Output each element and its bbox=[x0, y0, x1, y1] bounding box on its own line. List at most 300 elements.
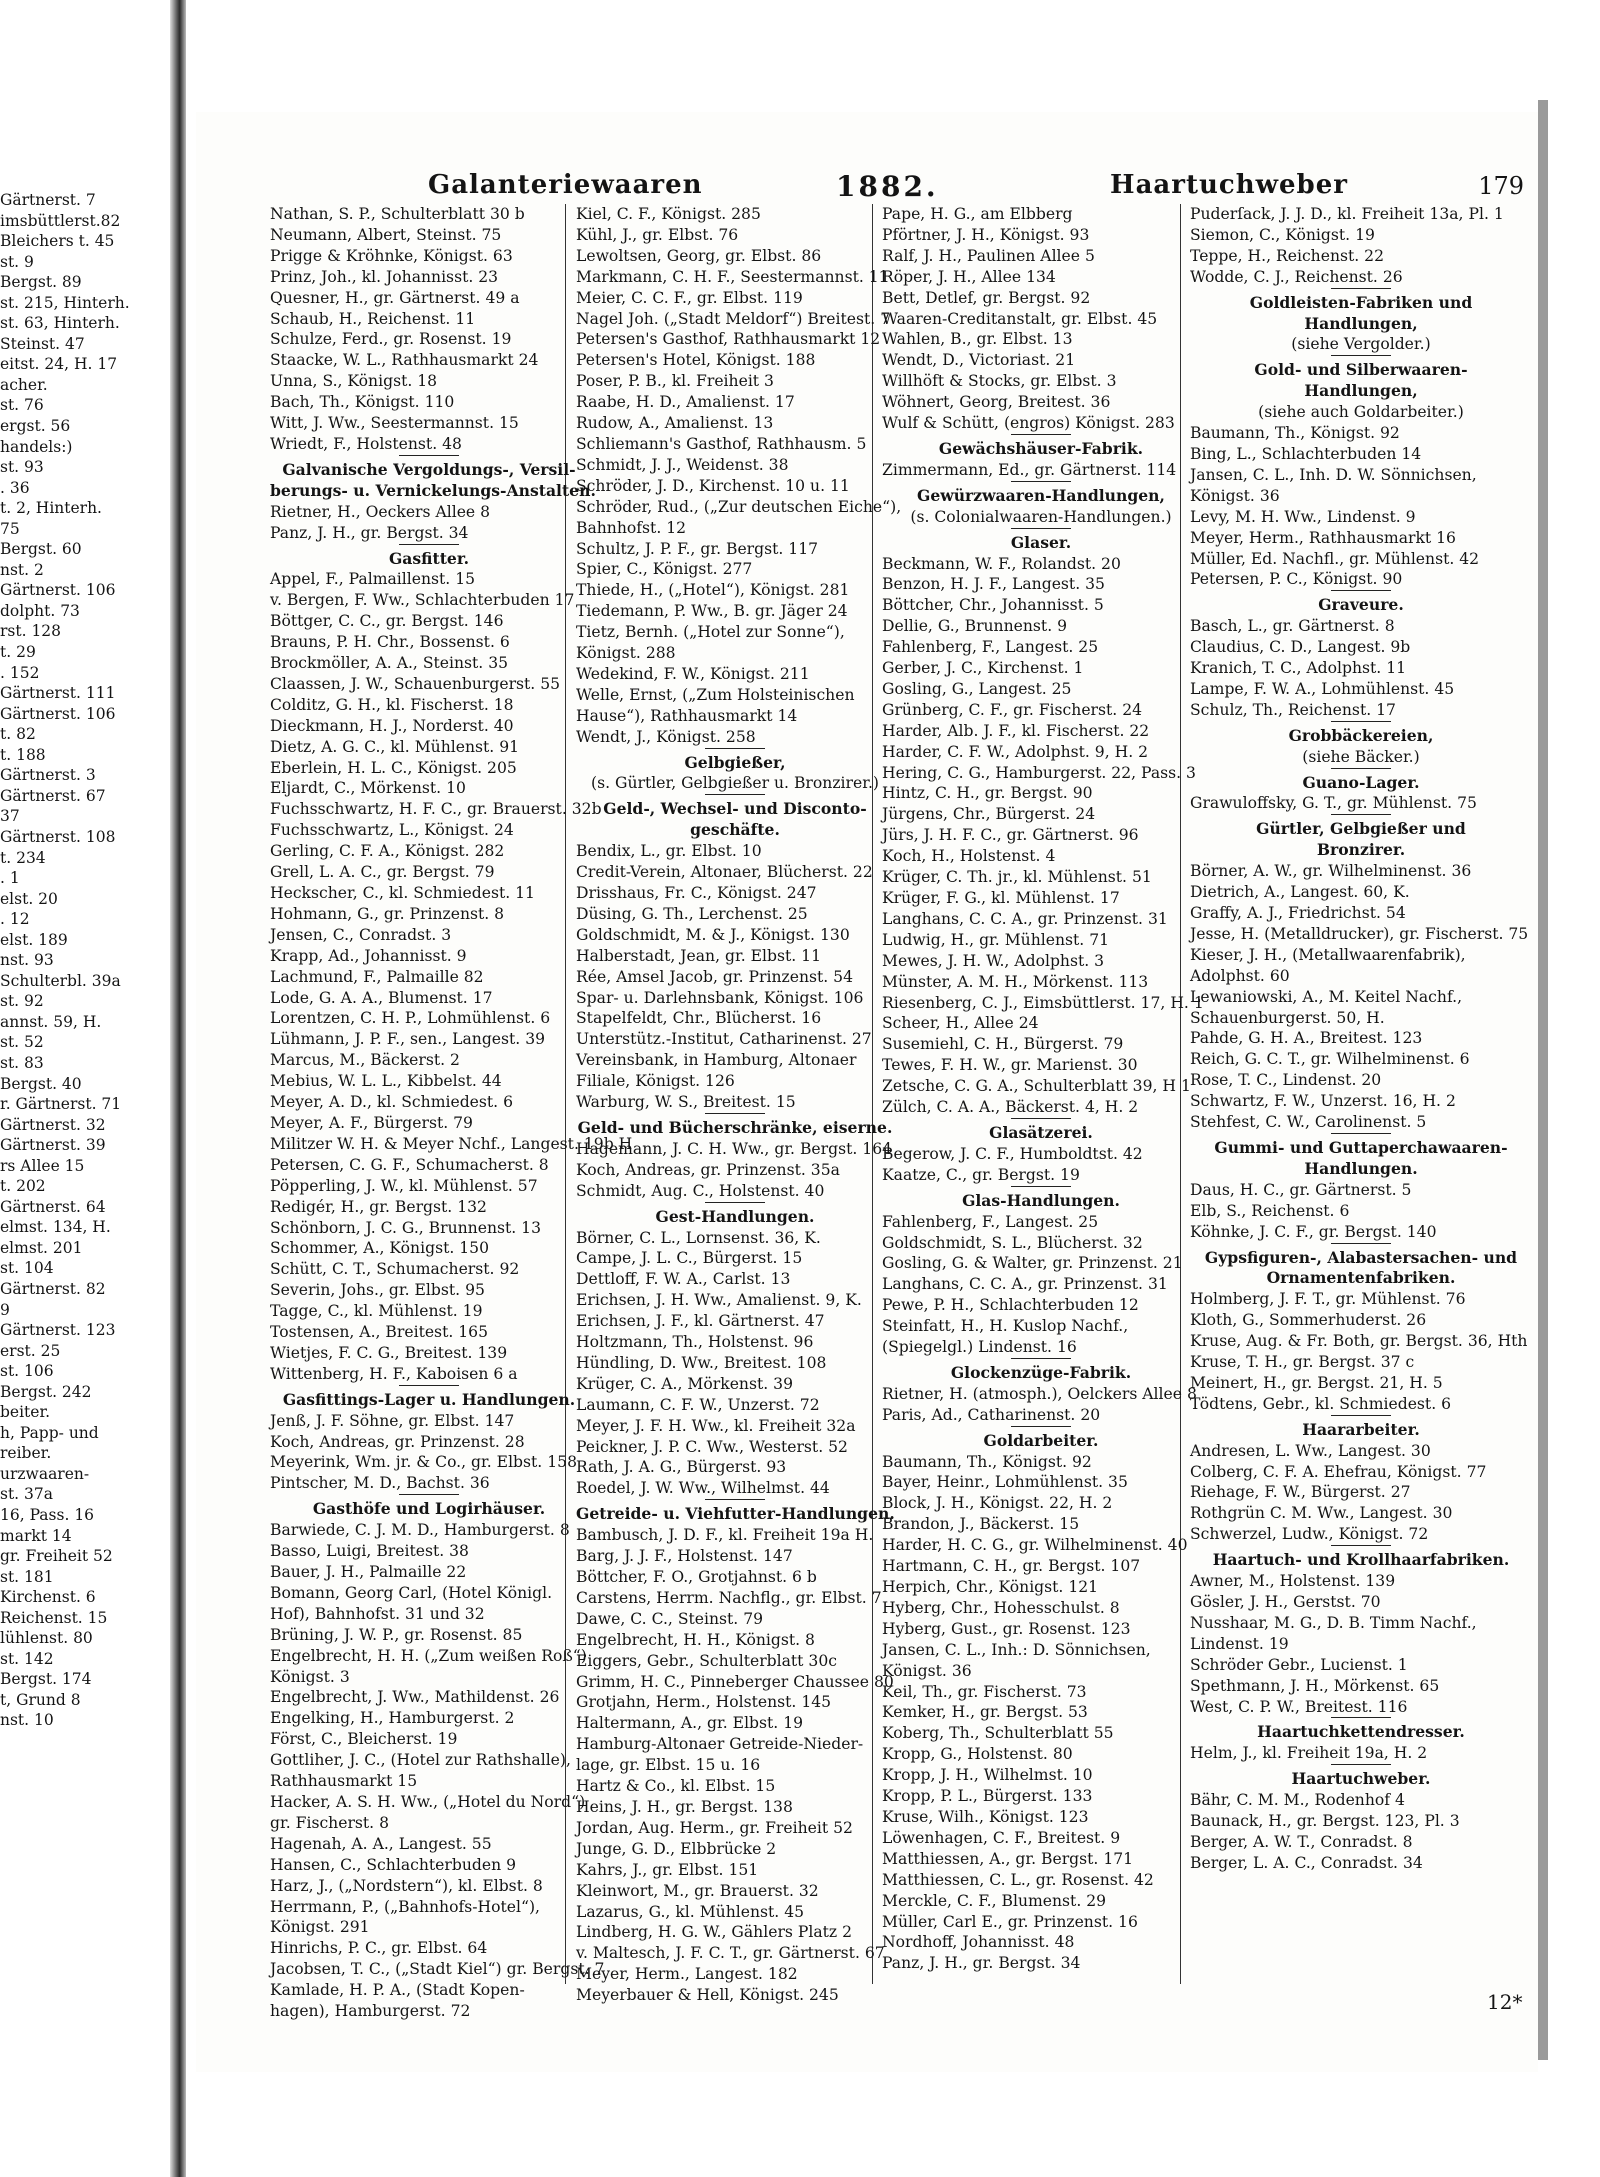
facing-page-line: Bergst. 242 bbox=[0, 1382, 92, 1401]
directory-entry: Appel, F., Palmaillenst. 15 bbox=[270, 570, 476, 589]
facing-page-line: t. 234 bbox=[0, 848, 46, 867]
directory-entry: Nordhoff, Johannisst. 48 bbox=[882, 1933, 1075, 1952]
directory-entry: Schaub, H., Reichenst. 11 bbox=[270, 309, 476, 328]
facing-page-line: Bergst. 89 bbox=[0, 273, 82, 292]
directory-entry: Bendix, L., gr. Elbst. 10 bbox=[576, 842, 762, 861]
directory-entry: Wendt, D., Victoriast. 21 bbox=[882, 351, 1076, 370]
section-heading bbox=[270, 1494, 588, 1520]
directory-entry: Königst. 36 bbox=[1190, 486, 1280, 505]
directory-entry: Harder, C. F. W., Adolphst. 9, H. 2 bbox=[882, 742, 1149, 761]
directory-entry: Tiedemann, P. Ww., B. gr. Jäger 24 bbox=[576, 602, 848, 621]
directory-entry: Unna, S., Königst. 18 bbox=[270, 372, 438, 391]
section-heading-line: Bronzirer. bbox=[1316, 840, 1406, 860]
directory-entry: Gerling, C. F. A., Königst. 282 bbox=[270, 842, 505, 861]
directory-entry: Peickner, J. P. C. Ww., Westerst. 52 bbox=[576, 1437, 848, 1456]
directory-entry: hagen), Hamburgerst. 72 bbox=[270, 2002, 471, 2021]
directory-entry: Dellie, G., Brunnenst. 9 bbox=[882, 617, 1068, 636]
directory-entry: (Spiegelgl.) Lindenst. 16 bbox=[882, 1338, 1077, 1357]
directory-entry: Rothgrün C. M. Ww., Langest. 30 bbox=[1190, 1504, 1453, 1523]
directory-section bbox=[1190, 1243, 1532, 1415]
directory-entry: Hinrichs, P. C., gr. Elbst. 64 bbox=[270, 1939, 488, 1958]
page-number: 179 bbox=[1478, 172, 1524, 200]
directory-entry: Matthiessen, C. L., gr. Rosenst. 42 bbox=[882, 1870, 1154, 1889]
directory-entry: Jürs, J. H. F. C., gr. Gärtnerst. 96 bbox=[882, 826, 1139, 845]
section-heading-line: Haartuchweber. bbox=[1291, 1769, 1431, 1789]
directory-entry: Heins, J. H., gr. Bergst. 138 bbox=[576, 1797, 793, 1816]
directory-entry: Pförtner, J. H., Königst. 93 bbox=[882, 225, 1090, 244]
directory-entry: Kaatze, C., gr. Bergst. 19 bbox=[882, 1165, 1080, 1184]
directory-entry: Eljardt, C., Mörkenst. 10 bbox=[270, 779, 466, 798]
directory-entry: Baunack, H., gr. Bergst. 123, Pl. 3 bbox=[1190, 1812, 1460, 1831]
section-heading bbox=[270, 455, 596, 502]
facing-page-line: st. 93 bbox=[0, 458, 44, 477]
section-heading bbox=[882, 1358, 1200, 1384]
facing-page-line: st. 181 bbox=[0, 1567, 54, 1586]
directory-entry: Block, J. H., Königst. 22, H. 2 bbox=[882, 1494, 1113, 1513]
directory-entry: Quesner, H., gr. Gärtnerst. 49 a bbox=[270, 288, 520, 307]
directory-entry: Kranich, T. C., Adolphst. 11 bbox=[1190, 659, 1407, 678]
directory-entry: Barg, J. J. F., Holstenst. 147 bbox=[576, 1547, 793, 1566]
directory-entry: Schütt, C. T., Schumacherst. 92 bbox=[270, 1260, 520, 1279]
section-heading-line: Gasfittings-Lager u. Handlungen. bbox=[282, 1389, 576, 1409]
directory-entry: Campe, J. L. C., Bürgerst. 15 bbox=[576, 1249, 803, 1268]
directory-entry: Tagge, C., kl. Mühlenst. 19 bbox=[270, 1302, 483, 1321]
directory-entry: Lazarus, G., kl. Mühlenst. 45 bbox=[576, 1902, 805, 1921]
directory-entry: Bett, Detlef, gr. Bergst. 92 bbox=[882, 288, 1091, 307]
directory-entry: Börner, C. L., Lornsenst. 36, K. bbox=[576, 1228, 821, 1247]
directory-entry: Stapelfeldt, Chr., Blücherst. 16 bbox=[576, 1009, 822, 1028]
directory-entry: Jansen, C. L., Inh.: D. Sönnichsen, bbox=[882, 1640, 1151, 1659]
directory-entry: Meyer, Herm., Rathhausmarkt 16 bbox=[1190, 528, 1456, 547]
facing-page-line: t. 188 bbox=[0, 745, 46, 764]
directory-entry: Siemon, C., Königst. 19 bbox=[1190, 225, 1375, 244]
directory-entry: Daus, H. C., gr. Gärtnerst. 5 bbox=[1190, 1180, 1412, 1199]
directory-entry: Goldschmidt, S. L., Blücherst. 32 bbox=[882, 1233, 1143, 1252]
directory-entry: Reich, G. C. T., gr. Wilhelminenst. 6 bbox=[1190, 1050, 1470, 1069]
directory-entry: Matthiessen, A., gr. Bergst. 171 bbox=[882, 1849, 1134, 1868]
facing-page-line: t. 202 bbox=[0, 1177, 46, 1196]
cross-reference-note: (siehe Bäcker.) bbox=[1302, 747, 1420, 766]
directory-entry: Lampe, F. W. A., Lohmühlenst. 45 bbox=[1190, 679, 1455, 698]
directory-section bbox=[576, 1202, 894, 1500]
directory-column-2 bbox=[576, 204, 902, 2005]
directory-entry: Redigér, H., gr. Bergst. 132 bbox=[270, 1197, 487, 1216]
directory-entry: Bahnhofst. 12 bbox=[576, 518, 687, 537]
facing-page-line: Gärtnerst. 82 bbox=[0, 1279, 106, 1298]
facing-page-line: nst. 2 bbox=[0, 560, 44, 579]
directory-entry: Mewes, J. H. W., Adolphst. 3 bbox=[882, 951, 1105, 970]
directory-entry: West, C. P. W., Breitest. 116 bbox=[1190, 1697, 1408, 1716]
running-header bbox=[240, 170, 1532, 206]
directory-entry: Lorentzen, C. H. P., Lohmühlenst. 6 bbox=[270, 1009, 551, 1028]
directory-entry: Beckmann, W. F., Rolandst. 20 bbox=[882, 554, 1121, 573]
directory-entry: Meinert, H., gr. Bergst. 21, H. 5 bbox=[1190, 1373, 1443, 1392]
directory-section bbox=[576, 794, 894, 1113]
directory-section bbox=[270, 455, 596, 544]
facing-page-line: h, Papp- und bbox=[0, 1423, 99, 1442]
facing-page-line: elmst. 134, H. bbox=[0, 1218, 111, 1237]
directory-column-4 bbox=[1190, 204, 1532, 1988]
section-heading-line: Goldleisten-Fabriken und bbox=[1249, 292, 1473, 312]
directory-entry: Krüger, C. Th. jr., kl. Mühlenst. 51 bbox=[882, 868, 1152, 887]
directory-entry: Petersen's Hotel, Königst. 188 bbox=[576, 351, 816, 370]
directory-section bbox=[882, 1118, 1200, 1186]
directory-entry: Harder, Alb. J. F., kl. Fischerst. 22 bbox=[882, 721, 1150, 740]
facing-page-line: Bleichers t. 45 bbox=[0, 232, 115, 251]
directory-entry: Hintz, C. H., gr. Bergst. 90 bbox=[882, 784, 1093, 803]
section-heading bbox=[1190, 288, 1532, 335]
directory-section bbox=[882, 528, 1204, 1118]
directory-section bbox=[882, 1426, 1200, 1975]
directory-section bbox=[1190, 1764, 1532, 1874]
directory-entry: Schulz, Th., Reichenst. 17 bbox=[1190, 700, 1396, 719]
cross-reference-note: (s. Colonialwaaren-Handlungen.) bbox=[910, 507, 1172, 526]
directory-entry: Lode, G. A. A., Blumenst. 17 bbox=[270, 988, 493, 1007]
directory-entry: Hartmann, C. H., gr. Bergst. 107 bbox=[882, 1557, 1141, 1576]
facing-page-line: st. 104 bbox=[0, 1259, 54, 1278]
directory-section bbox=[1190, 590, 1532, 720]
facing-page-line: Gärtnerst. 64 bbox=[0, 1197, 106, 1216]
directory-entry: Langhans, C. C. A., gr. Prinzenst. 31 bbox=[882, 909, 1168, 928]
directory-entry: Puderſack, J. J. D., kl. Freiheit 13a, Pl. 1 bbox=[1190, 205, 1504, 223]
directory-entry: Brandon, J., Bäckerst. 15 bbox=[882, 1515, 1080, 1534]
directory-entry: Düsing, G. Th., Lerchenst. 25 bbox=[576, 904, 808, 923]
directory-entry: Lachmund, F., Palmaille 82 bbox=[270, 967, 484, 986]
directory-entry: Börner, A. W., gr. Wilhelminenst. 36 bbox=[1190, 862, 1472, 881]
directory-entry: Jansen, C. L., Inh. D. W. Sönnichsen, bbox=[1190, 465, 1477, 484]
directory-entry: Meyer, Herm., Langest. 182 bbox=[576, 1965, 798, 1984]
directory-entry: Gottliher, J. C., (Hotel zur Rathshalle), bbox=[270, 1751, 571, 1770]
facing-page-line: Gärtnerst. 39 bbox=[0, 1136, 106, 1155]
directory-entry: Grawuloffsky, G. T., gr. Mühlenst. 75 bbox=[1190, 794, 1477, 813]
directory-entry: lage, gr. Elbst. 15 u. 16 bbox=[576, 1756, 761, 1775]
directory-entry: Schwartz, F. W., Unzerst. 16, H. 2 bbox=[1190, 1092, 1456, 1111]
facing-page-line: r. Gärtnerst. 71 bbox=[0, 1095, 122, 1114]
directory-section bbox=[882, 434, 1200, 481]
directory-entry: Claassen, J. W., Schauenburgerst. 55 bbox=[270, 674, 561, 693]
section-heading-line: Galvanische Vergoldungs-, Versil- bbox=[282, 459, 576, 479]
section-heading bbox=[1190, 590, 1532, 616]
directory-entry: Harz, J., („Nordstern“), kl. Elbst. 8 bbox=[270, 1876, 543, 1895]
directory-entry: Koch, H., Holstenst. 4 bbox=[882, 847, 1056, 866]
facing-page-line: st. 52 bbox=[0, 1033, 44, 1052]
directory-entry: Heckscher, C., kl. Schmiedest. 11 bbox=[270, 884, 535, 902]
directory-entry: Krüger, F. G., kl. Mühlenst. 17 bbox=[882, 889, 1120, 907]
directory-entry: Röper, J. H., Allee 134 bbox=[882, 267, 1056, 286]
directory-entry: Wendt, J., Königst. 258 bbox=[576, 727, 756, 746]
facing-page-line: st. 76 bbox=[0, 396, 44, 415]
section-heading bbox=[1190, 1133, 1532, 1180]
directory-entry: Hohmann, G., gr. Prinzenst. 8 bbox=[270, 904, 505, 923]
directory-entry: Kühl, J., gr. Elbst. 76 bbox=[576, 225, 739, 244]
directory-entry: Hyberg, Gust., gr. Rosenst. 123 bbox=[882, 1619, 1131, 1638]
facing-page-line: t. 29 bbox=[0, 643, 36, 662]
directory-entry: Königst. 291 bbox=[270, 1918, 370, 1937]
directory-entry: Colberg, C. F. A. Ehefrau, Königst. 77 bbox=[1190, 1462, 1487, 1481]
facing-page-line: Bergst. 174 bbox=[0, 1670, 92, 1689]
facing-page-line: dolpht. 73 bbox=[0, 601, 80, 620]
directory-entry: Schröder, J. D., Kirchenst. 10 u. 11 bbox=[576, 476, 850, 495]
directory-entry: Dieckmann, H. J., Norderst. 40 bbox=[270, 716, 514, 735]
section-heading bbox=[576, 1499, 894, 1525]
directory-section bbox=[1190, 1545, 1532, 1717]
directory-entry: Meyerbauer & Hell, Königst. 245 bbox=[576, 1986, 839, 2005]
directory-entry: Grünberg, C. F., gr. Fischerst. 24 bbox=[882, 700, 1143, 719]
directory-entry: Unterstütz.-Institut, Catharinenst. 27 bbox=[576, 1030, 872, 1049]
directory-entry: Bambusch, J. D. F., kl. Freiheit 19a H. bbox=[576, 1526, 874, 1545]
facing-page-line: lühlenst. 80 bbox=[0, 1629, 93, 1648]
section-heading-line: Geld-, Wechsel- und Disconto- bbox=[603, 799, 867, 819]
directory-entry: Andresen, L. Ww., Langest. 30 bbox=[1190, 1441, 1431, 1460]
directory-entry: Engelbrecht, J. Ww., Mathildenst. 26 bbox=[270, 1688, 560, 1707]
cross-reference-note: (s. Gürtler, Gelbgießer u. Bronzirer.) bbox=[591, 774, 879, 793]
directory-entry: Barwiede, C. J. M. D., Hamburgerst. 8 bbox=[270, 1521, 570, 1540]
directory-entry: Hagenah, A. A., Langest. 55 bbox=[270, 1834, 492, 1853]
facing-page-line: Bergst. 60 bbox=[0, 540, 82, 559]
directory-entry: Levy, M. H. Ww., Lindenst. 9 bbox=[1190, 507, 1416, 526]
section-heading bbox=[1190, 1545, 1532, 1571]
facing-page-line: Gärtnerst. 106 bbox=[0, 581, 116, 600]
directory-entry: Pintscher, M. D., Bachst. 36 bbox=[270, 1474, 490, 1493]
section-heading-line: Handlungen. bbox=[1304, 1158, 1418, 1178]
directory-entry: Krüger, C. A., Mörkenst. 39 bbox=[576, 1374, 793, 1393]
directory-column-3 bbox=[882, 204, 1204, 1988]
directory-entry: Dietrich, A., Langest. 60, K. bbox=[1190, 883, 1410, 902]
directory-entry: Kropp, P. L., Bürgerst. 133 bbox=[882, 1787, 1093, 1806]
section-heading-line: Haartuch- und Krollhaarfabriken. bbox=[1212, 1550, 1510, 1570]
directory-entry: Tostensen, A., Breitest. 165 bbox=[270, 1323, 489, 1342]
facing-page-line: Gärtnerst. 106 bbox=[0, 704, 116, 723]
directory-entry: Warburg, W. S., Breitest. 15 bbox=[576, 1093, 796, 1112]
section-heading-line: berungs- u. Vernickelungs-Anstalten. bbox=[270, 480, 596, 500]
directory-entry: Nathan, S. P., Schulterblatt 30 b bbox=[270, 205, 525, 223]
directory-entry: Bach, Th., Königst. 110 bbox=[270, 393, 455, 412]
directory-section bbox=[1190, 1133, 1532, 1243]
directory-section bbox=[1190, 1415, 1532, 1545]
section-heading-line: Gypsfiguren-, Alabastersachen- und bbox=[1204, 1247, 1518, 1267]
directory-entry: Erichsen, J. H. Ww., Amalienst. 9, K. bbox=[576, 1291, 862, 1310]
directory-entry: Roedel, J. W. Ww., Wilhelmst. 44 bbox=[576, 1479, 830, 1498]
directory-entry: Rath, J. A. G., Bürgerst. 93 bbox=[576, 1458, 787, 1477]
facing-page-line: rs Allee 15 bbox=[0, 1156, 85, 1175]
directory-entry: Stehfest, C. W., Carolinenst. 5 bbox=[1190, 1113, 1427, 1132]
directory-entry: Löwenhagen, C. F., Breitest. 9 bbox=[882, 1828, 1121, 1847]
directory-entry: Kemker, H., gr. Bergst. 53 bbox=[882, 1703, 1088, 1722]
section-heading-line: Glas-Handlungen. bbox=[962, 1190, 1120, 1210]
directory-entry: Rose, T. C., Lindenst. 20 bbox=[1190, 1071, 1382, 1090]
facing-page-line: handels:) bbox=[0, 437, 73, 456]
directory-entry: Langhans, C. C. A., gr. Prinzenst. 31 bbox=[882, 1275, 1168, 1294]
printer-signature: 12* bbox=[1487, 1990, 1523, 2014]
section-heading-line: Handlungen, bbox=[1304, 381, 1418, 401]
directory-entry: Petersen, C. G. F., Schumacherst. 8 bbox=[270, 1155, 549, 1174]
directory-entry: Marcus, M., Bäckerst. 2 bbox=[270, 1051, 460, 1070]
facing-page-line: st. 142 bbox=[0, 1649, 54, 1668]
directory-entry: Rée, Amsel Jacob, gr. Prinzenst. 54 bbox=[576, 967, 854, 986]
directory-entry: Harder, H. C. G., gr. Wilhelminenst. 40 bbox=[882, 1536, 1188, 1555]
facing-page-line: Bergst. 40 bbox=[0, 1074, 82, 1093]
directory-entry: Jürgens, Chr., Bürgerst. 24 bbox=[882, 805, 1096, 824]
directory-entry: Meyer, J. F. H. Ww., kl. Freiheit 32a bbox=[576, 1416, 856, 1435]
directory-entry: Koch, Andreas, gr. Prinzenst. 28 bbox=[270, 1432, 525, 1451]
directory-entry: Willhöft & Stocks, gr. Elbst. 3 bbox=[882, 372, 1117, 391]
section-heading bbox=[1190, 768, 1532, 794]
directory-entry: Waaren-Creditanstalt, gr. Elbst. 45 bbox=[882, 309, 1158, 328]
directory-entry: Vereinsbank, in Hamburg, Altonaer bbox=[576, 1051, 857, 1070]
directory-entry: Münster, A. M. H., Mörkenst. 113 bbox=[882, 972, 1149, 991]
section-heading-line: Gold- und Silberwaaren- bbox=[1254, 360, 1468, 380]
directory-entry: Rietner, H. (atmosph.), Oelckers Allee 8 bbox=[882, 1384, 1197, 1403]
directory-entry: Zülch, C. A. A., Bäckerst. 4, H. 2 bbox=[882, 1098, 1139, 1117]
facing-page-line: Gärtnerst. 3 bbox=[0, 766, 96, 785]
directory-entry: Herrmann, P., („Bahnhofs-Hotel“), bbox=[270, 1897, 540, 1916]
directory-entry: Benzon, H. J. F., Langest. 35 bbox=[882, 575, 1105, 594]
directory-entry: Bomann, Georg Carl, (Hotel Königl. bbox=[270, 1583, 553, 1602]
directory-entry: Kleinwort, M., gr. Brauerst. 32 bbox=[576, 1881, 819, 1900]
directory-entry: Koberg, Th., Schulterblatt 55 bbox=[882, 1724, 1114, 1743]
section-heading bbox=[1190, 1415, 1532, 1441]
section-heading-line: Gewürzwaaren-Handlungen, bbox=[917, 485, 1165, 505]
directory-entry: Nagel Joh. („Stadt Meldorf“) Breitest. 7 bbox=[576, 309, 891, 328]
directory-entry: Kloth, G., Sommerhuderst. 26 bbox=[1190, 1311, 1427, 1330]
directory-entry: Tewes, F. H. W., gr. Marienst. 30 bbox=[882, 1056, 1138, 1075]
directory-entry: Bayer, Heinr., Lohmühlenst. 35 bbox=[882, 1473, 1128, 1492]
directory-entry: Lühmann, J. P. F., sen., Langest. 39 bbox=[270, 1030, 546, 1049]
directory-entry: Schröder, Rud., („Zur deutschen Eiche“), bbox=[576, 497, 902, 516]
section-heading bbox=[1190, 1717, 1532, 1743]
directory-entry: Rudow, A., Amalienst. 13 bbox=[576, 414, 774, 433]
facing-page-line: st. 63, Hinterh. bbox=[0, 314, 120, 333]
directory-section bbox=[882, 204, 1200, 434]
directory-entry: Teppe, H., Reichenst. 22 bbox=[1190, 246, 1385, 265]
directory-entry: Prigge & Kröhnke, Königst. 63 bbox=[270, 246, 513, 265]
directory-section bbox=[882, 1186, 1200, 1358]
directory-entry: Laumann, C. F. W., Unzerst. 72 bbox=[576, 1395, 820, 1414]
facing-page-line: elst. 189 bbox=[0, 930, 68, 949]
directory-entry: Jesse, H. (Metalldrucker), gr. Fischerst. 75 bbox=[1190, 924, 1529, 943]
facing-page-line: reiber. bbox=[0, 1444, 52, 1463]
directory-entry: Spar- u. Darlehnsbank, Königst. 106 bbox=[576, 988, 864, 1007]
directory-entry: Jenß, J. F. Söhne, gr. Elbst. 147 bbox=[270, 1411, 515, 1430]
facing-page-line: gr. Freiheit 52 bbox=[0, 1547, 113, 1566]
facing-page-line: elst. 20 bbox=[0, 889, 58, 908]
directory-entry: Bähr, C. M. M., Rodenhof 4 bbox=[1190, 1791, 1405, 1810]
section-heading bbox=[882, 434, 1200, 460]
section-heading-line: Ornamentenfabriken. bbox=[1266, 1268, 1456, 1288]
directory-entry: Meyer, A. D., kl. Schmiedest. 6 bbox=[270, 1093, 514, 1112]
directory-entry: Pöpperling, J. W., kl. Mühlenst. 57 bbox=[270, 1176, 538, 1195]
directory-entry: Gosling, G., Langest. 25 bbox=[882, 679, 1072, 698]
facing-page-line: 9 bbox=[0, 1300, 10, 1319]
directory-entry: Eberlein, H. L. C., Königst. 205 bbox=[270, 758, 517, 777]
directory-entry: Raabe, H. D., Amalienst. 17 bbox=[576, 393, 795, 412]
directory-entry: Lindberg, H. G. W., Gählers Platz 2 bbox=[576, 1923, 852, 1942]
facing-page-line: t. 2, Hinterh. bbox=[0, 499, 102, 518]
section-heading bbox=[576, 748, 894, 774]
directory-entry: Meyerink, Wm. jr. & Co., gr. Elbst. 158 bbox=[270, 1453, 577, 1472]
directory-entry: Baumann, Th., Königst. 92 bbox=[1190, 424, 1400, 443]
directory-entry: Königst. 3 bbox=[270, 1667, 350, 1686]
facing-page-line: . 12 bbox=[0, 910, 30, 929]
directory-entry: Dawe, C. C., Steinst. 79 bbox=[576, 1609, 764, 1628]
facing-page-line: st. 106 bbox=[0, 1362, 54, 1381]
directory-entry: Riehage, F. W., Bürgerst. 27 bbox=[1190, 1483, 1411, 1502]
directory-entry: Scheer, H., Allee 24 bbox=[882, 1014, 1039, 1033]
directory-section bbox=[576, 1499, 894, 2006]
section-heading bbox=[1190, 355, 1532, 402]
directory-entry: Hansen, C., Schlachterbuden 9 bbox=[270, 1855, 516, 1874]
directory-entry: Engelbrecht, H. H., Königst. 8 bbox=[576, 1630, 815, 1649]
section-heading-line: Gest-Handlungen. bbox=[655, 1206, 815, 1226]
directory-entry: Böttcher, Chr., Johannisst. 5 bbox=[882, 596, 1104, 615]
facing-page-line: st. 37a bbox=[0, 1485, 54, 1504]
directory-entry: Böttger, C. C., gr. Bergst. 146 bbox=[270, 612, 504, 631]
facing-page-line: elmst. 201 bbox=[0, 1238, 83, 1257]
directory-section bbox=[1190, 204, 1532, 288]
directory-entry: Pape, H. G., am Elbberg bbox=[882, 205, 1073, 223]
directory-entry: Ludwig, H., gr. Mühlenst. 71 bbox=[882, 930, 1110, 949]
facing-page-line: annst. 59, H. bbox=[0, 1012, 102, 1031]
directory-entry: Carstens, Herrm. Nachflg., gr. Elbst. 7 bbox=[576, 1588, 882, 1607]
directory-entry: Colditz, G. H., kl. Fischerst. 18 bbox=[270, 695, 514, 714]
directory-entry: Kahrs, J., gr. Elbst. 151 bbox=[576, 1860, 759, 1879]
directory-section bbox=[882, 1358, 1200, 1426]
directory-entry: Müller, Carl E., gr. Prinzenst. 16 bbox=[882, 1912, 1138, 1931]
facing-page-line: 37 bbox=[0, 807, 20, 826]
directory-entry: Erichsen, J. F., kl. Gärtnerst. 47 bbox=[576, 1312, 825, 1331]
facing-page-line: t, Grund 8 bbox=[0, 1690, 81, 1709]
directory-entry: Engelbrecht, H. H. („Zum weißen Roß“) bbox=[270, 1646, 587, 1665]
directory-entry: Pahde, G. H. A., Breitest. 123 bbox=[1190, 1029, 1423, 1048]
directory-entry: Rietner, H., Oeckers Allee 8 bbox=[270, 502, 491, 521]
directory-entry: Hündling, D. Ww., Breitest. 108 bbox=[576, 1353, 827, 1372]
directory-entry: Wietjes, F. C. G., Breitest. 139 bbox=[270, 1343, 508, 1362]
page-edge bbox=[1538, 100, 1548, 2060]
section-heading bbox=[1190, 1243, 1532, 1290]
facing-page-line: acher. bbox=[0, 375, 48, 394]
directory-entry: Jordan, Aug. Herm., gr. Freiheit 52 bbox=[576, 1818, 853, 1837]
facing-page-line: Gärtnerst. 123 bbox=[0, 1321, 116, 1340]
section-heading-line: geschäfte. bbox=[690, 820, 780, 840]
section-heading-line: Gelbgießer, bbox=[684, 752, 786, 772]
directory-entry: Markmann, C. H. F., Seestermannst. 11 bbox=[576, 267, 889, 286]
directory-entry: Begerow, J. C. F., Humboldtst. 42 bbox=[882, 1144, 1143, 1163]
directory-entry: Haltermann, A., gr. Elbst. 19 bbox=[576, 1714, 804, 1733]
directory-entry: Dettloff, F. W. A., Carlst. 13 bbox=[576, 1270, 791, 1289]
facing-page-line: Gärtnerst. 7 bbox=[0, 191, 96, 209]
directory-section bbox=[1190, 288, 1532, 356]
directory-entry: Panz, J. H., gr. Bergst. 34 bbox=[882, 1954, 1081, 1973]
directory-entry: Rathhausmarkt 15 bbox=[270, 1772, 418, 1791]
section-heading-line: Glasätzerei. bbox=[989, 1122, 1093, 1142]
directory-entry: Kruse, Aug. & Fr. Both, gr. Bergst. 36, Hth bbox=[1190, 1332, 1528, 1351]
section-heading bbox=[270, 1385, 588, 1411]
section-heading-line: Glockenzüge-Fabrik. bbox=[950, 1362, 1132, 1382]
directory-entry: Schultz, J. P. F., gr. Bergst. 117 bbox=[576, 539, 819, 558]
directory-entry: Engelking, H., Hamburgerst. 2 bbox=[270, 1709, 515, 1728]
directory-entry: Jensen, C., Conradst. 3 bbox=[270, 925, 452, 944]
directory-section bbox=[1190, 721, 1532, 768]
section-heading bbox=[882, 481, 1200, 507]
facing-page-line: . 1 bbox=[0, 869, 20, 888]
directory-entry: Meyer, A. F., Bürgerst. 79 bbox=[270, 1113, 473, 1132]
directory-entry: Kropp, J. H., Wilhelmst. 10 bbox=[882, 1766, 1093, 1785]
facing-page-line: imsbüttlerst.82 bbox=[0, 211, 121, 230]
section-heading bbox=[576, 794, 894, 841]
directory-entry: Zimmermann, Ed., gr. Gärtnerst. 114 bbox=[882, 460, 1177, 479]
directory-entry: Riesenberg, C. J., Eimsbüttlerst. 17, H. 1 bbox=[882, 993, 1204, 1012]
directory-entry: v. Maltesch, J. F. C. T., gr. Gärtnerst. 67 bbox=[576, 1944, 885, 1963]
